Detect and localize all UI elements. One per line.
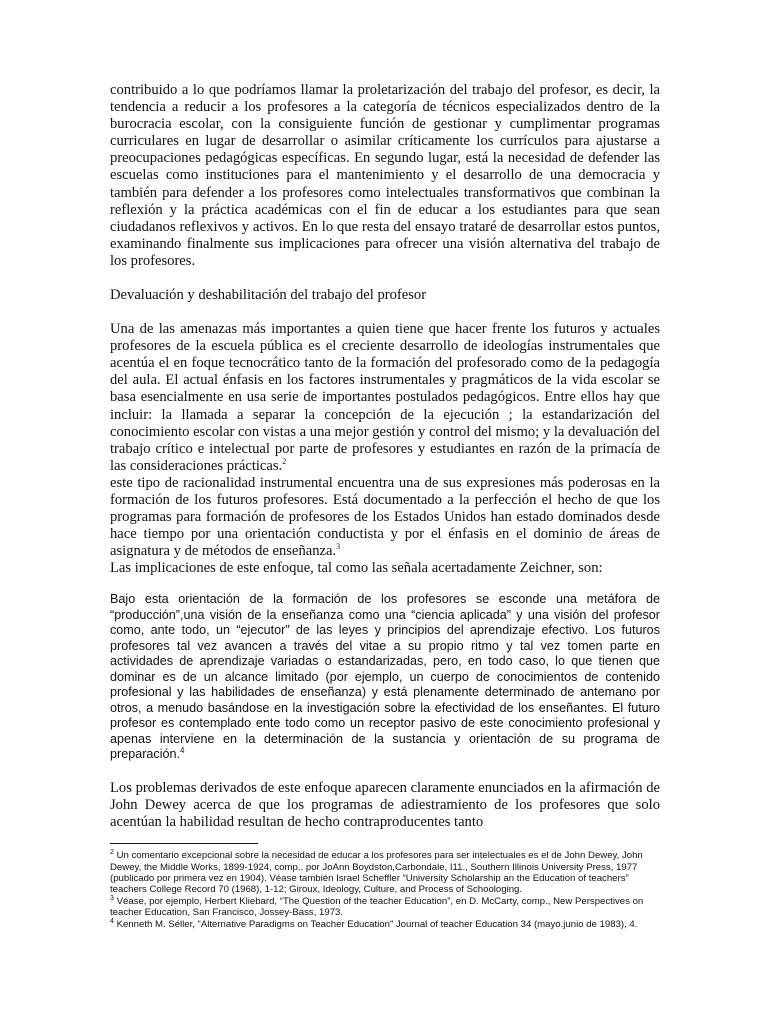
footnote-number: 3: [110, 894, 114, 902]
footnote-ref-4[interactable]: 4: [180, 746, 185, 756]
footnote-text: Véase, por ejemplo, Herbert Kliebard, “The Question of the teacher Education”, en D. McCarty, comp., New Perspectives on teacher Education, San Francisco, Jossey-Bass, 1973.: [110, 895, 644, 919]
footnote-text: Kenneth M. Séller, “Alternative Paradigms on Teacher Education” Journal of teacher Education 34 (mayo.junio de 1983), 4.: [116, 918, 638, 930]
footnote-number: 4: [110, 917, 114, 925]
block-quote-text: Bajo esta orientación de la formación de los profesores se esconde una metáfora de “producción”,una visión de la enseñanza como una “ciencia aplicada” y una visión del profesor como, ante todo, un “ejecutor” de las leyes y principios del aprendizaje efectivo. Los futuros profesores tal vez avancen a través del vitae a su propio ritmo y tal vez tomen parte en actividades de aprendizaje variadas o estandarizadas, pero, en todo caso, lo que tienen que dominar es de un alcance limitado (por ejemplo, un cuerpo de conocimientos de contenido profesional y las habilidades de enseñanza) y está plenamente determinado de antemano por otros, a menudo basándose en la investigación sobre la efectividad de los enseñantes. El futuro profesor es contemplado ente todo como un receptor pasivo de este conocimiento profesional y apenas interviene en la determinación de la sustancia y orientación de su programa de preparación.: [110, 592, 660, 762]
paragraph-implications: Las implicaciones de este enfoque, tal como las señala acertadamente Zeichner, son:: [110, 560, 603, 577]
paragraph-threats-text: Una de las amenazas más importantes a quien tiene que hacer frente los futuros y actuales profesores de la escuela pública es el creciente desarrollo de ideologías instrumentales que acentúa el en foque tecnocrático tanto de la formación del profesorado como de la pedagogía del aula. El actual énfasis en los factores instrumentales y pragmáticos de la vida escolar se basa esencialmente en usa serie de importantes postulados pedagógicos. Entre ellos hay que incluir: la llamada a separar la concepción de la ejecución ; la estandarización del conocimiento escolar con vistas a una mejor gestión y control del mismo; y la devaluación del trabajo crítico e intelectual por parte de profesores y estudiantes en razón de la primacía de las consideraciones prácticas.: [110, 321, 660, 474]
footnote-ref-3[interactable]: 3: [336, 542, 341, 552]
footnote-2: [110, 850, 660, 896]
paragraph-rationality: [110, 475, 660, 560]
footnote-divider: [110, 843, 258, 844]
section-heading: Devaluación y deshabilitación del trabajo del profesor: [110, 287, 427, 304]
paragraph-problems: Los problemas derivados de este enfoque aparecen claramente enunciados en la afirmación de John Dewey acerca de que los programas de adiestramiento de los profesores que solo acentúan la habilidad resultan de hecho contraproducentes tanto: [110, 779, 660, 831]
footnote-text: Un comentario excepcional sobre la necesidad de educar a los profesores para ser intelectuales es el de John Dewey, John Dewey, the Middle Works, 1899-1924, comp.. por JoAnn Boydston,Carbondale, I11., Southern Illinois University Press, 1977 (publicado por primera vez en 1904). Véase también Israel Scheffler “University Scholarship an the Education of teachers” teachers College Record 70 (1968), 1-12; Giroux, Ideology, Culture, and Process of Schoologing.: [110, 850, 643, 896]
footnote-number: 2: [110, 849, 114, 857]
footnote-3: [110, 896, 660, 919]
footnote-4: [110, 919, 660, 930]
block-quote: [110, 592, 660, 763]
paragraph-intro: contribuido a lo que podríamos llamar la proletarización del trabajo del profesor, es decir, la tendencia a reducir a los profesores a la categoría de técnicos especializados dentro de la burocracia escolar, con la consiguiente función de gestionar y cumplimentar programas curriculares en lugar de desarrollar o asimilar críticamente los currículos para ajustarse a preocupaciones pedagógicas específicas. En segundo lugar, está la necesidad de defender las escuelas como instituciones para el mantenimiento y el desarrollo de una democracia y también para defender a los profesores como intelectuales transformativos que combinan la reflexión y la práctica académicas con el fin de educar a los estudiantes para que sean ciudadanos reflexivos y activos. En lo que resta del ensayo trataré de desarrollar estos puntos, examinando finalmente sus implicaciones para ofrecer una visión alternativa del trabajo de los profesores.: [110, 82, 660, 269]
paragraph-rationality-text: este tipo de racionalidad instrumental encuentra una de sus expresiones más poderosas en la formación de los futuros profesores. Está documentado a la perfección el hecho de que los programas para formación de profesores de los Estados Unidos han estado dominados desde hace tiempo por una orientación conductista y por el énfasis en el dominio de áreas de asignatura y de métodos de enseñanza.: [110, 474, 660, 560]
paragraph-threats: [110, 321, 660, 475]
footnote-ref-2[interactable]: 2: [282, 456, 287, 466]
document-page: [110, 82, 660, 930]
